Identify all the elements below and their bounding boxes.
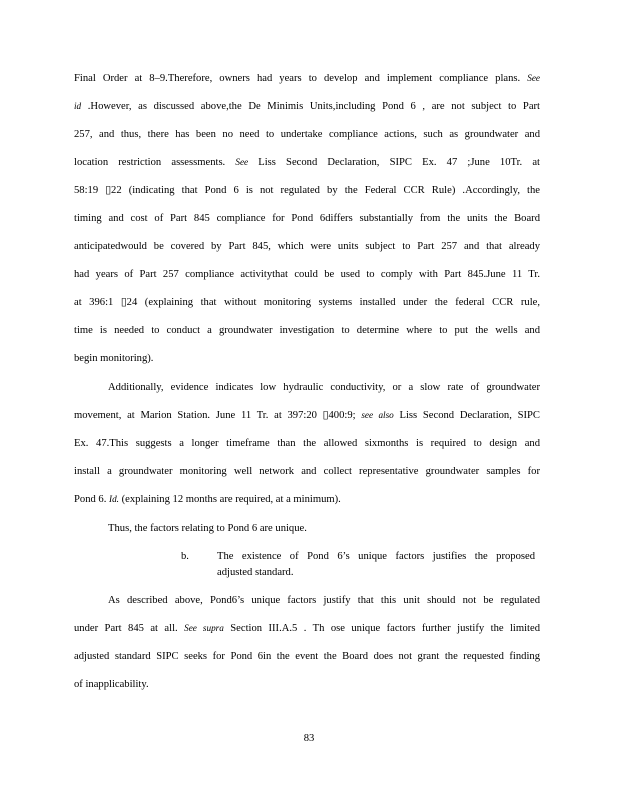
subheading-line: The existence of Pond 6’s unique factors justifies the proposed: [217, 551, 535, 562]
text-line: under Part 845 at all. See supra Section III.A.5 . Th ose unique factors further justify the limited: [74, 623, 541, 634]
text-line: Pond 6. Id. (explaining 12 months are required, at a minimum).: [74, 494, 341, 505]
text-line: Final Order at 8–9.Therefore, owners had years to develop and implement compliance plans. See: [74, 73, 540, 84]
text-line: location restriction assessments. See Liss Second Declaration, SIPC Ex. 47 ;June 10Tr. at: [74, 157, 540, 168]
text-line: Ex. 47.This suggests a longer timeframe than the allowed sixmonths is required to design and: [74, 438, 540, 449]
text-line: time is needed to conduct a groundwater investigation to determine where to put the wells and: [74, 325, 540, 336]
text-line: 257, and thus, there has been no need to undertake compliance actions, such as groundwater and: [74, 129, 540, 140]
subheading-letter: b.: [181, 551, 189, 562]
text-line: install a groundwater monitoring well network and collect representative groundwater samples for: [74, 466, 540, 477]
text-line: 58:19 ▯22 (indicating that Pond 6 is not regulated by the Federal CCR Rule) .Accordingly, the: [74, 185, 540, 196]
text-line: timing and cost of Part 845 compliance for Pond 6differs substantially from the units the Board: [74, 213, 540, 224]
text-line: begin monitoring).: [74, 353, 154, 364]
page-number: 83: [303, 733, 315, 744]
text-line: of inapplicability.: [74, 679, 149, 690]
text-line: anticipatedwould be covered by Part 845, which were units subject to Part 257 and that already: [74, 241, 540, 252]
subheading-line: adjusted standard.: [217, 567, 294, 578]
text-line: at 396:1 ▯24 (explaining that without monitoring systems installed under the federal CCR rule,: [74, 297, 540, 308]
text-line: As described above, Pond6’s unique factors justify that this unit should not be regulated: [108, 595, 540, 606]
text-line: movement, at Marion Station. June 11 Tr. at 397:20 ▯400:9; see also Liss Second Declaration, SIPC: [74, 410, 540, 421]
text-line: had years of Part 257 compliance activitythat could be used to comply with Part 845.June 11 Tr.: [74, 269, 540, 280]
text-line: Additionally, evidence indicates low hydraulic conductivity, or a slow rate of groundwater: [108, 382, 540, 393]
text-line: adjusted standard SIPC seeks for Pond 6in the event the Board does not grant the requested finding: [74, 651, 540, 662]
text-line: Thus, the factors relating to Pond 6 are unique.: [108, 523, 307, 534]
text-line: id .However, as discussed above,the De Minimis Units,including Pond 6 , are not subject to Part: [74, 101, 540, 112]
